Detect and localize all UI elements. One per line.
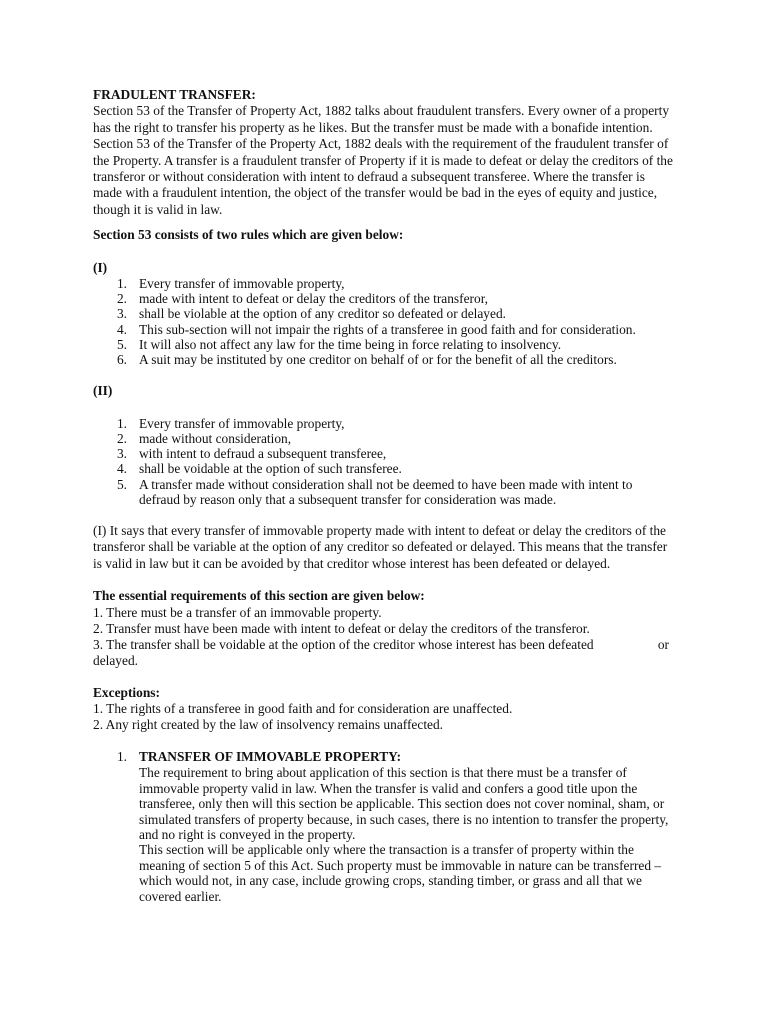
- list-number: 6.: [116, 352, 127, 368]
- list-text: It will also not affect any law for the time being in force relating to insolvency.: [139, 336, 562, 352]
- requirement-line: 1. There must be a transfer of an immovable property.: [93, 604, 382, 620]
- list-text: shall be voidable at the option of such transferee.: [139, 461, 402, 477]
- list-number: 3.: [116, 306, 127, 322]
- list-text: with intent to defraud a subsequent transferee,: [139, 446, 387, 462]
- rule-one-label: (I): [93, 259, 108, 275]
- list-item: [93, 416, 673, 431]
- exception-line: 2. Any right created by the law of insolvency remains unaffected.: [93, 716, 444, 732]
- list-text: shall be violable at the option of any creditor so defeated or delayed.: [139, 306, 506, 322]
- exception-line: 1. The rights of a transferee in good faith and for consideration are unaffected.: [93, 700, 513, 716]
- list-item: [93, 322, 673, 337]
- rule-one-list: [93, 276, 673, 367]
- intro-paragraph: Section 53 of the Transfer of Property Act, 1882 talks about fraudulent transfers. Every owner of a property has the right to transfer his property as he likes. But the transfer must be made with a bonafide intention. Section 53 of the Transfer of the Property Act, 1882 deals with the requirement of the fraudulent transfer of the Property. A transfer is a fraudulent transfer of Property if it is made to defeat or delay the creditors of the transferor or without consideration with intent to defraud a subsequent transferee. Where the transfer is made with a fraudulent intention, the object of the transfer would be bad in the eyes of equity and justice, though it is valid in law.: [93, 103, 673, 217]
- rule-two-label: (II): [93, 383, 113, 399]
- list-text: A suit may be instituted by one creditor on behalf of or for the benefit of all the creditors.: [139, 352, 617, 368]
- list-number: 4.: [116, 461, 127, 477]
- exceptions-heading: Exceptions:: [93, 684, 160, 700]
- list-item: [93, 276, 673, 291]
- rules-heading: Section 53 consists of two rules which are given below:: [93, 227, 404, 243]
- requirement-line: [93, 637, 673, 653]
- section-item-heading: TRANSFER OF IMMOVABLE PROPERTY:: [139, 748, 402, 764]
- list-text: A transfer made without consideration shall not be deemed to have been made with intent to defraud by reason only that a subsequent transfer for consideration was made.: [139, 476, 633, 507]
- section-item-number: 1.: [116, 748, 127, 764]
- list-item: [93, 337, 673, 352]
- section-item-paragraph: The requirement to bring about application of this section is that there must be a transfer of immovable property valid in law. When the transfer is valid and confers a good title upon the transferee, only then will this section be applicable. This section does not cover nominal, sham, or simulated transfers of property because, in such cases, there is no intention to transfer the property, and no right is conveyed in the property.: [139, 765, 669, 842]
- document-title: FRADULENT TRANSFER:: [93, 87, 256, 102]
- list-item: [93, 291, 673, 306]
- requirement-line: 2. Transfer must have been made with intent to defeat or delay the creditors of the transferor.: [93, 620, 590, 636]
- list-number: 1.: [116, 276, 127, 292]
- list-text: made without consideration,: [139, 430, 292, 446]
- list-number: 1.: [116, 415, 127, 431]
- list-number: 5.: [116, 336, 127, 352]
- list-item: [93, 306, 673, 321]
- rule-two-list: [93, 416, 673, 507]
- requirement-line-continued: delayed.: [93, 652, 138, 668]
- list-item: [93, 352, 673, 367]
- requirement-text: 3. The transfer shall be voidable at the option of the creditor whose interest has been defeated: [93, 636, 594, 652]
- list-number: 3.: [116, 446, 127, 462]
- list-text: Every transfer of immovable property,: [139, 276, 345, 292]
- requirement-text-end: or: [657, 636, 669, 652]
- list-number: 4.: [116, 321, 127, 337]
- list-text: This sub-section will not impair the rights of a transferee in good faith and for consideration.: [139, 321, 636, 337]
- list-text: Every transfer of immovable property,: [139, 415, 345, 431]
- list-item: [93, 446, 673, 461]
- list-item: [93, 477, 673, 507]
- section-item-paragraph: This section will be applicable only where the transaction is a transfer of property within the meaning of section 5 of this Act. Such property must be immovable in nature can be transferred – which would not, in any case, include growing crops, standing timber, or grass and all that we covered earlier.: [139, 842, 662, 904]
- list-number: 2.: [116, 291, 127, 307]
- list-number: 5.: [116, 476, 127, 492]
- requirements-heading: The essential requirements of this section are given below:: [93, 588, 425, 604]
- section-item: [93, 749, 673, 904]
- list-text: made with intent to defeat or delay the creditors of the transferor,: [139, 291, 488, 307]
- list-item: [93, 431, 673, 446]
- document-page: [93, 87, 673, 904]
- list-item: [93, 461, 673, 476]
- explanation-paragraph: (I) It says that every transfer of immovable property made with intent to defeat or delay the creditors of the transferor shall be variable at the option of any creditor so defeated or delayed. This means that the transfer is valid in law but it can be avoided by that creditor whose interest has been defeated or delayed.: [93, 522, 668, 571]
- list-number: 2.: [116, 430, 127, 446]
